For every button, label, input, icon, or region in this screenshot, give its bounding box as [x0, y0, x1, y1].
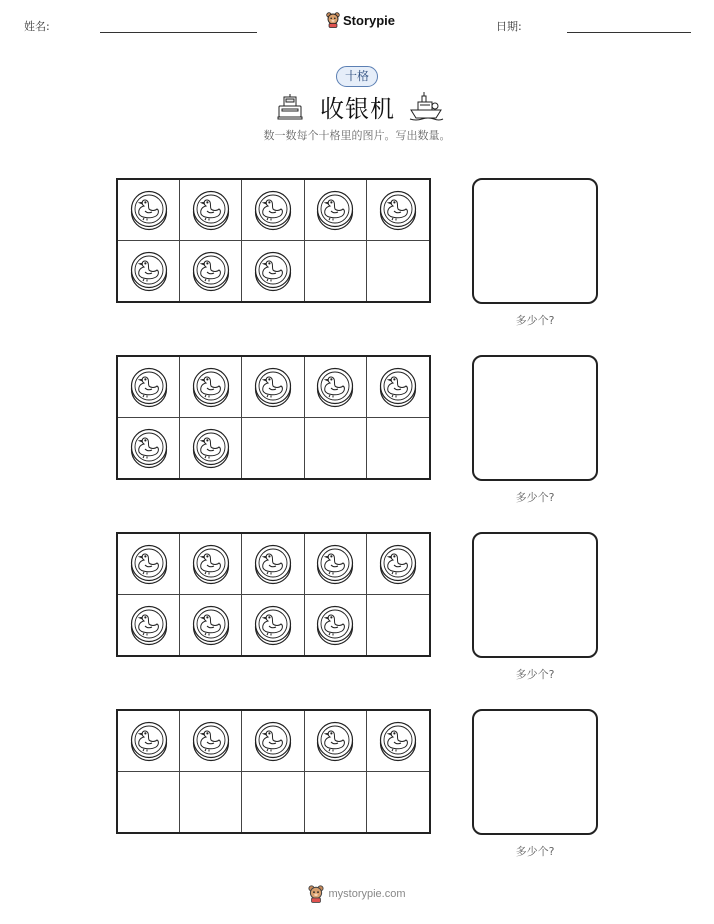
ten-frame-cell: [180, 772, 242, 833]
how-many-label: 多少个?: [515, 845, 555, 858]
duck-coin-icon: [253, 366, 293, 408]
duck-coin-icon: [253, 189, 293, 231]
ten-frame-cell: [180, 241, 242, 302]
ten-frame-cell: [242, 711, 304, 772]
duck-coin-icon: [253, 250, 293, 292]
ten-frame-cell: [180, 180, 242, 241]
category-badge: 十格: [336, 66, 378, 87]
ten-frame-cell: [118, 534, 180, 595]
duck-coin-icon: [129, 720, 169, 762]
ten-frame-cell: [367, 418, 429, 479]
duck-coin-icon: [253, 543, 293, 585]
ten-frame-cell: [118, 241, 180, 302]
duck-coin-icon: [191, 189, 231, 231]
ten-frame-cell: [118, 180, 180, 241]
answer-box[interactable]: [472, 178, 598, 304]
duck-coin-icon: [129, 604, 169, 646]
duck-coin-icon: [129, 250, 169, 292]
date-label: 日期:: [496, 20, 522, 33]
ten-frame: [116, 532, 431, 657]
duck-coin-icon: [191, 604, 231, 646]
duck-coin-icon: [315, 543, 355, 585]
duck-coin-icon: [129, 543, 169, 585]
ten-frame: [116, 355, 431, 480]
ten-frame-cell: [118, 711, 180, 772]
duck-coin-icon: [378, 189, 418, 231]
page-title: 收银机: [320, 95, 395, 123]
footer-website: mystorypie.com: [328, 888, 406, 900]
ten-frame-cell: [367, 357, 429, 418]
ten-frame-cell: [305, 180, 367, 241]
brand: [326, 12, 395, 28]
ten-frame-cell: [242, 241, 304, 302]
duck-coin-icon: [191, 366, 231, 408]
duck-coin-icon: [315, 366, 355, 408]
answer-box[interactable]: [472, 355, 598, 481]
ten-frame-cell: [242, 180, 304, 241]
date-line: [567, 32, 691, 33]
how-many-label: 多少个?: [515, 314, 555, 327]
ten-frame-cell: [242, 357, 304, 418]
duck-coin-icon: [191, 250, 231, 292]
storypie-logo-icon: [308, 885, 324, 903]
duck-coin-icon: [191, 427, 231, 469]
ten-frame-cell: [118, 418, 180, 479]
ten-frame-cell: [367, 711, 429, 772]
cash-register-icon: [276, 92, 304, 120]
ten-frame-cell: [305, 534, 367, 595]
duck-coin-icon: [129, 189, 169, 231]
ten-frame-cell: [367, 241, 429, 302]
ten-frame-cell: [242, 595, 304, 656]
duck-coin-icon: [315, 720, 355, 762]
duck-coin-icon: [378, 366, 418, 408]
ten-frame-cell: [180, 534, 242, 595]
brand-name: Storypie: [343, 12, 396, 28]
name-label: 姓名:: [24, 20, 50, 33]
ten-frame-cell: [242, 772, 304, 833]
ten-frame: [116, 178, 431, 303]
duck-coin-icon: [129, 427, 169, 469]
duck-coin-icon: [129, 366, 169, 408]
ten-frame-cell: [180, 711, 242, 772]
ten-frame-cell: [180, 418, 242, 479]
ten-frame-cell: [242, 534, 304, 595]
ten-frame-cell: [180, 595, 242, 656]
how-many-label: 多少个?: [515, 668, 555, 681]
ten-frame-cell: [118, 595, 180, 656]
ten-frame-cell: [118, 772, 180, 833]
duck-coin-icon: [253, 604, 293, 646]
ten-frame-cell: [305, 711, 367, 772]
ten-frame-cell: [305, 241, 367, 302]
storypie-logo-icon: [326, 12, 340, 28]
duck-coin-icon: [315, 604, 355, 646]
how-many-label: 多少个?: [515, 491, 555, 504]
answer-box[interactable]: [472, 709, 598, 835]
instructions: 数一数每个十格里的图片。写出数量。: [263, 129, 451, 142]
ten-frame-cell: [305, 357, 367, 418]
duck-coin-icon: [378, 543, 418, 585]
name-line: [100, 32, 257, 33]
ten-frame-cell: [242, 418, 304, 479]
boat-icon: [408, 90, 444, 122]
ten-frame-cell: [367, 534, 429, 595]
ten-frame-cell: [180, 357, 242, 418]
ten-frame-cell: [367, 595, 429, 656]
answer-box[interactable]: [472, 532, 598, 658]
ten-frame-cell: [305, 595, 367, 656]
ten-frame-cell: [118, 357, 180, 418]
footer: [0, 885, 714, 903]
duck-coin-icon: [378, 720, 418, 762]
ten-frame-cell: [305, 772, 367, 833]
duck-coin-icon: [315, 189, 355, 231]
duck-coin-icon: [191, 543, 231, 585]
ten-frame-cell: [367, 772, 429, 833]
ten-frame: [116, 709, 431, 834]
duck-coin-icon: [191, 720, 231, 762]
ten-frame-cell: [367, 180, 429, 241]
duck-coin-icon: [253, 720, 293, 762]
ten-frame-cell: [305, 418, 367, 479]
